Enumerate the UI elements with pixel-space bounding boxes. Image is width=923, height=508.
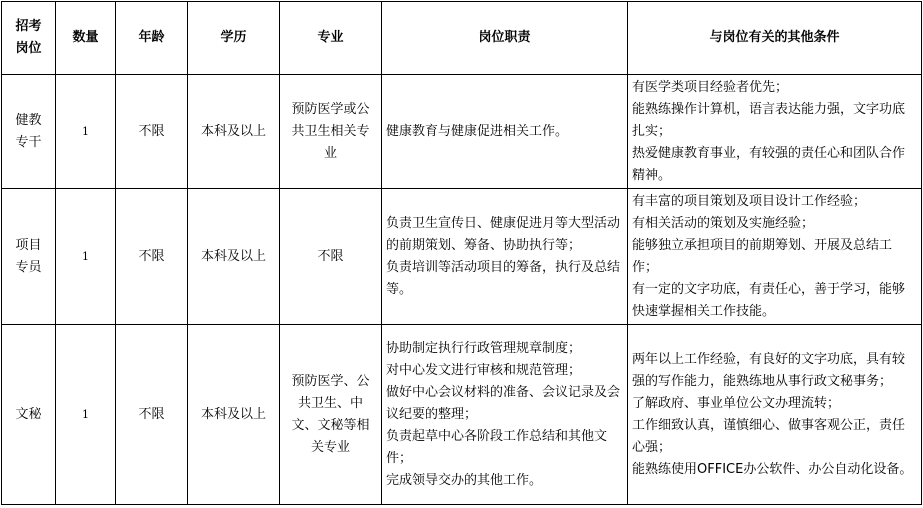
header-major: 专业 xyxy=(280,2,382,75)
cell-conditions xyxy=(628,325,922,505)
cell-duties xyxy=(382,325,628,505)
cell-count: 1 xyxy=(56,75,116,189)
cell-position: 文秘 xyxy=(2,325,56,505)
cell-major: 预防医学或公共卫生相关专业 xyxy=(280,75,382,189)
duty-line: 对中心发文进行审核和规范管理； xyxy=(386,362,582,378)
condition-line: 有相关活动的策划及实施经验； xyxy=(632,215,815,231)
recruitment-table xyxy=(1,1,922,505)
duty-line: 负责卫生宣传日、健康促进月等大型活动的前期策划、筹备、协助执行等； xyxy=(386,215,621,253)
cell-conditions xyxy=(628,75,922,189)
cell-major: 预防医学、公共卫生、中文、文秘等相关专业 xyxy=(280,325,382,505)
cell-education: 本科及以上 xyxy=(188,75,280,189)
duty-line: 协助制定执行行政管理规章制度； xyxy=(386,340,582,356)
condition-line: 了解政府、事业单位公文办理流转； xyxy=(632,395,841,411)
cell-age: 不限 xyxy=(116,325,188,505)
cell-education: 本科及以上 xyxy=(188,325,280,505)
header-position: 招考岗位 xyxy=(2,2,56,75)
condition-line: 能熟练使用OFFICE办公软件、办公自动化设备。 xyxy=(632,461,913,477)
condition-line: 热爱健康教育事业，有较强的责任心和团队合作精神。 xyxy=(632,145,906,183)
cell-age: 不限 xyxy=(116,75,188,189)
header-row xyxy=(2,2,922,75)
cell-conditions xyxy=(628,189,922,325)
cell-position: 项目专员 xyxy=(2,189,56,325)
condition-line: 有医学类项目经验者优先； xyxy=(632,79,789,95)
cell-major: 不限 xyxy=(280,189,382,325)
table-row xyxy=(2,325,922,505)
cell-count: 1 xyxy=(56,189,116,325)
cell-duties xyxy=(382,189,628,325)
condition-line: 能够独立承担项目的前期筹划、开展及总结工作； xyxy=(632,237,893,275)
duty-line: 负责培训等活动项目的筹备，执行及总结等。 xyxy=(386,259,621,297)
header-duties: 岗位职责 xyxy=(382,2,628,75)
cell-duties xyxy=(382,75,628,189)
duty-line: 健康教育与健康促进相关工作。 xyxy=(386,123,569,139)
condition-line: 有丰富的项目策划及项目设计工作经验； xyxy=(632,193,867,209)
table-row xyxy=(2,189,922,325)
header-count: 数量 xyxy=(56,2,116,75)
header-conditions: 与岗位有关的其他条件 xyxy=(628,2,922,75)
table-row xyxy=(2,75,922,189)
duty-line: 负责起草中心各阶段工作总结和其他文件； xyxy=(386,428,608,466)
cell-education: 本科及以上 xyxy=(188,189,280,325)
cell-age: 不限 xyxy=(116,189,188,325)
header-education: 学历 xyxy=(188,2,280,75)
condition-line: 能熟练操作计算机，语言表达能力强，文字功底扎实； xyxy=(632,101,906,139)
condition-line: 有一定的文字功底，有责任心，善于学习，能够快速掌握相关工作技能。 xyxy=(632,281,906,319)
duty-line: 完成领导交办的其他工作。 xyxy=(386,472,543,488)
duty-line: 做好中心会议材料的准备、会议记录及会议纪要的整理； xyxy=(386,384,621,422)
condition-line: 两年以上工作经验，有良好的文字功底，具有较强的写作能力，能熟练地从事行政文秘事务； xyxy=(632,351,906,389)
cell-position: 健教专干 xyxy=(2,75,56,189)
condition-line: 工作细致认真，谨慎细心、做事客观公正，责任心强； xyxy=(632,417,906,455)
cell-count: 1 xyxy=(56,325,116,505)
header-age: 年龄 xyxy=(116,2,188,75)
